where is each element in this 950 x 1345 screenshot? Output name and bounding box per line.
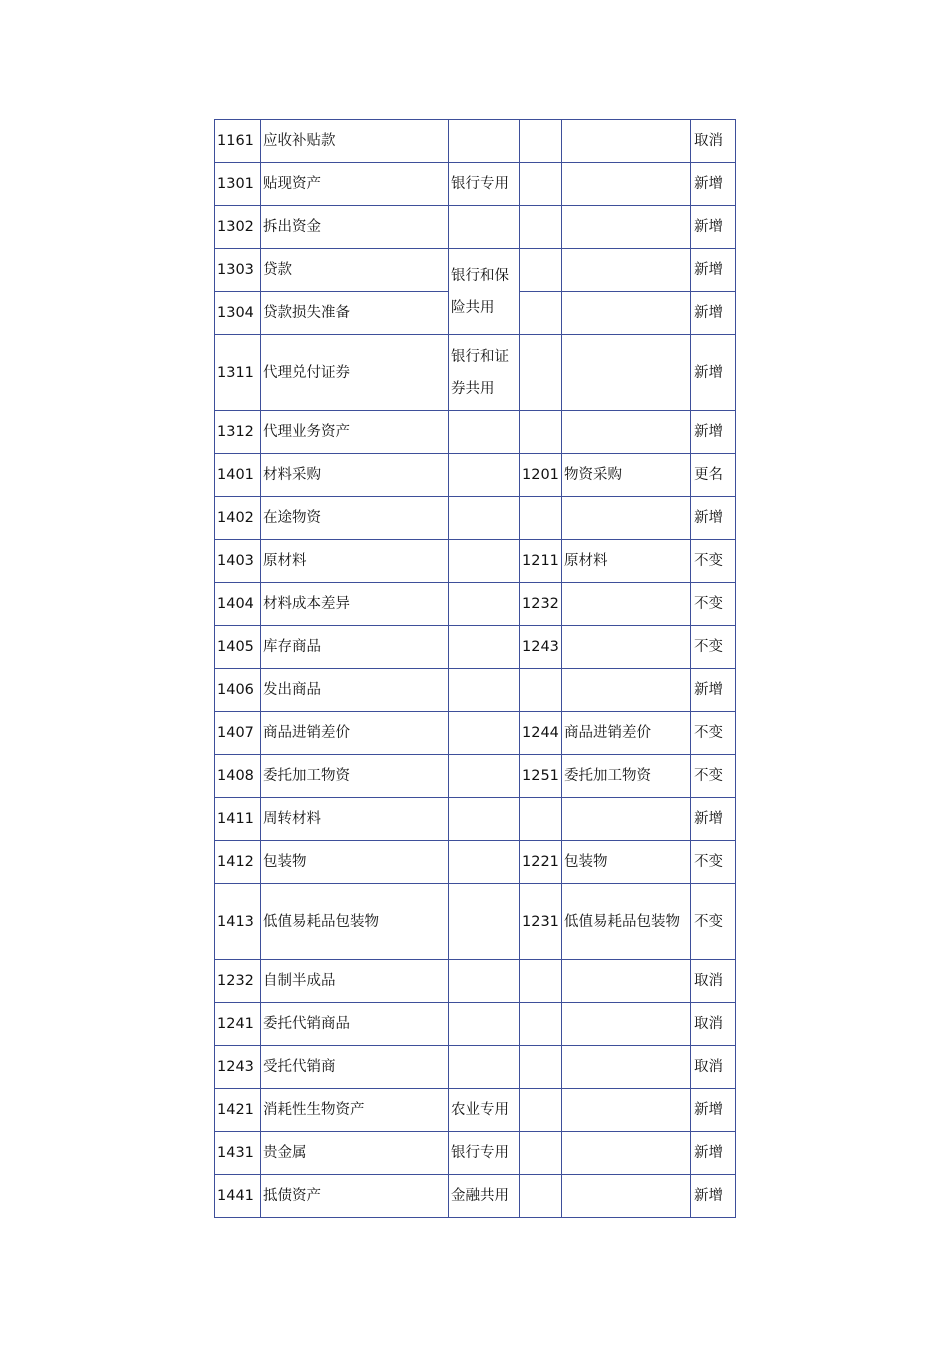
old-code-cell: 1231	[520, 884, 562, 960]
status-cell: 取消	[691, 960, 736, 1003]
old-code-cell	[520, 292, 562, 335]
old-name-cell	[562, 497, 691, 540]
old-code-cell	[520, 206, 562, 249]
account-name-cell: 委托加工物资	[261, 755, 449, 798]
account-name-cell: 贷款	[261, 249, 449, 292]
scope-cell	[449, 884, 520, 960]
account-name-cell: 周转材料	[261, 798, 449, 841]
old-code-cell: 1221	[520, 841, 562, 884]
old-name-cell	[562, 1003, 691, 1046]
table-row	[215, 626, 736, 669]
scope-cell: 金融共用	[449, 1175, 520, 1218]
account-name-cell: 材料采购	[261, 454, 449, 497]
scope-cell	[449, 120, 520, 163]
scope-cell	[449, 960, 520, 1003]
table-row	[215, 335, 736, 411]
account-code-cell: 1232	[215, 960, 261, 1003]
old-name-cell	[562, 960, 691, 1003]
account-name-cell: 委托代销商品	[261, 1003, 449, 1046]
account-name-cell: 发出商品	[261, 669, 449, 712]
scope-cell	[449, 755, 520, 798]
status-cell: 不变	[691, 755, 736, 798]
old-code-cell: 1232	[520, 583, 562, 626]
old-code-cell	[520, 497, 562, 540]
old-name-cell	[562, 335, 691, 411]
account-name-cell: 包装物	[261, 841, 449, 884]
status-cell: 新增	[691, 411, 736, 454]
old-name-cell	[562, 249, 691, 292]
old-name-cell	[562, 163, 691, 206]
status-cell: 新增	[691, 1089, 736, 1132]
account-name-cell: 抵债资产	[261, 1175, 449, 1218]
status-cell: 更名	[691, 454, 736, 497]
old-code-cell	[520, 1089, 562, 1132]
account-code-cell: 1241	[215, 1003, 261, 1046]
scope-cell	[449, 669, 520, 712]
account-code-cell: 1421	[215, 1089, 261, 1132]
account-code-cell: 1407	[215, 712, 261, 755]
old-name-cell	[562, 120, 691, 163]
accounts-table	[214, 119, 736, 1218]
old-code-cell	[520, 1003, 562, 1046]
account-code-cell: 1405	[215, 626, 261, 669]
account-code-cell: 1408	[215, 755, 261, 798]
account-code-cell: 1412	[215, 841, 261, 884]
table-row	[215, 669, 736, 712]
status-cell: 不变	[691, 626, 736, 669]
account-code-cell: 1431	[215, 1132, 261, 1175]
old-code-cell	[520, 249, 562, 292]
old-code-cell	[520, 1046, 562, 1089]
status-cell: 新增	[691, 292, 736, 335]
account-code-cell: 1413	[215, 884, 261, 960]
old-code-cell	[520, 1175, 562, 1218]
account-name-cell: 贵金属	[261, 1132, 449, 1175]
table-row	[215, 841, 736, 884]
status-cell: 新增	[691, 206, 736, 249]
account-code-cell: 1311	[215, 335, 261, 411]
scope-cell	[449, 454, 520, 497]
status-cell: 不变	[691, 884, 736, 960]
scope-cell	[449, 841, 520, 884]
table-row	[215, 884, 736, 960]
status-cell: 新增	[691, 497, 736, 540]
account-code-cell: 1302	[215, 206, 261, 249]
account-name-cell: 原材料	[261, 540, 449, 583]
old-name-cell: 低值易耗品包装物	[562, 884, 691, 960]
status-cell: 新增	[691, 669, 736, 712]
old-name-cell	[562, 669, 691, 712]
old-name-cell	[562, 1175, 691, 1218]
table-row	[215, 249, 736, 292]
scope-cell: 银行专用	[449, 163, 520, 206]
account-code-cell: 1411	[215, 798, 261, 841]
table-row	[215, 120, 736, 163]
old-code-cell	[520, 120, 562, 163]
old-code-cell: 1201	[520, 454, 562, 497]
account-code-cell: 1406	[215, 669, 261, 712]
status-cell: 不变	[691, 540, 736, 583]
old-name-cell: 物资采购	[562, 454, 691, 497]
table-row	[215, 411, 736, 454]
old-code-cell: 1211	[520, 540, 562, 583]
table-row	[215, 583, 736, 626]
table-row	[215, 1175, 736, 1218]
table-row	[215, 960, 736, 1003]
account-name-cell: 贷款损失准备	[261, 292, 449, 335]
table-row	[215, 454, 736, 497]
status-cell: 取消	[691, 1046, 736, 1089]
scope-cell: 银行和证券共用	[449, 335, 520, 411]
table-row	[215, 1046, 736, 1089]
account-code-cell: 1161	[215, 120, 261, 163]
account-name-cell: 自制半成品	[261, 960, 449, 1003]
account-name-cell: 拆出资金	[261, 206, 449, 249]
old-code-cell	[520, 798, 562, 841]
scope-cell	[449, 540, 520, 583]
old-name-cell	[562, 292, 691, 335]
old-code-cell	[520, 411, 562, 454]
old-name-cell	[562, 626, 691, 669]
account-code-cell: 1312	[215, 411, 261, 454]
scope-cell	[449, 626, 520, 669]
account-code-cell: 1304	[215, 292, 261, 335]
table-row	[215, 540, 736, 583]
old-code-cell	[520, 163, 562, 206]
account-name-cell: 低值易耗品包装物	[261, 884, 449, 960]
table-row	[215, 1132, 736, 1175]
account-name-cell: 贴现资产	[261, 163, 449, 206]
old-name-cell: 委托加工物资	[562, 755, 691, 798]
account-code-cell: 1401	[215, 454, 261, 497]
old-code-cell: 1244	[520, 712, 562, 755]
status-cell: 新增	[691, 1132, 736, 1175]
status-cell: 新增	[691, 798, 736, 841]
old-code-cell	[520, 960, 562, 1003]
table-row	[215, 755, 736, 798]
old-code-cell: 1251	[520, 755, 562, 798]
account-name-cell: 在途物资	[261, 497, 449, 540]
account-code-cell: 1402	[215, 497, 261, 540]
account-name-cell: 材料成本差异	[261, 583, 449, 626]
account-name-cell: 代理兑付证券	[261, 335, 449, 411]
account-code-cell: 1303	[215, 249, 261, 292]
old-code-cell	[520, 669, 562, 712]
account-code-cell: 1403	[215, 540, 261, 583]
account-name-cell: 库存商品	[261, 626, 449, 669]
status-cell: 不变	[691, 841, 736, 884]
old-code-cell: 1243	[520, 626, 562, 669]
old-name-cell	[562, 1046, 691, 1089]
account-name-cell: 受托代销商	[261, 1046, 449, 1089]
account-code-cell: 1243	[215, 1046, 261, 1089]
old-name-cell	[562, 583, 691, 626]
status-cell: 新增	[691, 249, 736, 292]
account-name-cell: 应收补贴款	[261, 120, 449, 163]
account-name-cell: 代理业务资产	[261, 411, 449, 454]
status-cell: 取消	[691, 120, 736, 163]
table-row	[215, 206, 736, 249]
scope-cell: 农业专用	[449, 1089, 520, 1132]
old-name-cell: 包装物	[562, 841, 691, 884]
scope-cell	[449, 798, 520, 841]
status-cell: 新增	[691, 335, 736, 411]
table-row	[215, 712, 736, 755]
table-row	[215, 1089, 736, 1132]
old-code-cell	[520, 335, 562, 411]
status-cell: 取消	[691, 1003, 736, 1046]
account-name-cell: 消耗性生物资产	[261, 1089, 449, 1132]
scope-cell	[449, 1046, 520, 1089]
status-cell: 新增	[691, 1175, 736, 1218]
table-row	[215, 1003, 736, 1046]
scope-cell: 银行专用	[449, 1132, 520, 1175]
account-code-cell: 1301	[215, 163, 261, 206]
scope-cell	[449, 497, 520, 540]
account-name-cell: 商品进销差价	[261, 712, 449, 755]
scope-cell: 银行和保险共用	[449, 249, 520, 335]
account-code-cell: 1441	[215, 1175, 261, 1218]
status-cell: 新增	[691, 163, 736, 206]
table-row	[215, 163, 736, 206]
old-name-cell: 原材料	[562, 540, 691, 583]
status-cell: 不变	[691, 712, 736, 755]
scope-cell	[449, 411, 520, 454]
old-code-cell	[520, 1132, 562, 1175]
old-name-cell	[562, 1089, 691, 1132]
scope-cell	[449, 583, 520, 626]
old-name-cell	[562, 411, 691, 454]
old-name-cell	[562, 798, 691, 841]
accounts-table-body	[215, 120, 736, 1218]
scope-cell	[449, 206, 520, 249]
scope-cell	[449, 1003, 520, 1046]
table-row	[215, 497, 736, 540]
scope-cell	[449, 712, 520, 755]
old-name-cell: 商品进销差价	[562, 712, 691, 755]
account-code-cell: 1404	[215, 583, 261, 626]
old-name-cell	[562, 1132, 691, 1175]
status-cell: 不变	[691, 583, 736, 626]
old-name-cell	[562, 206, 691, 249]
table-row	[215, 798, 736, 841]
